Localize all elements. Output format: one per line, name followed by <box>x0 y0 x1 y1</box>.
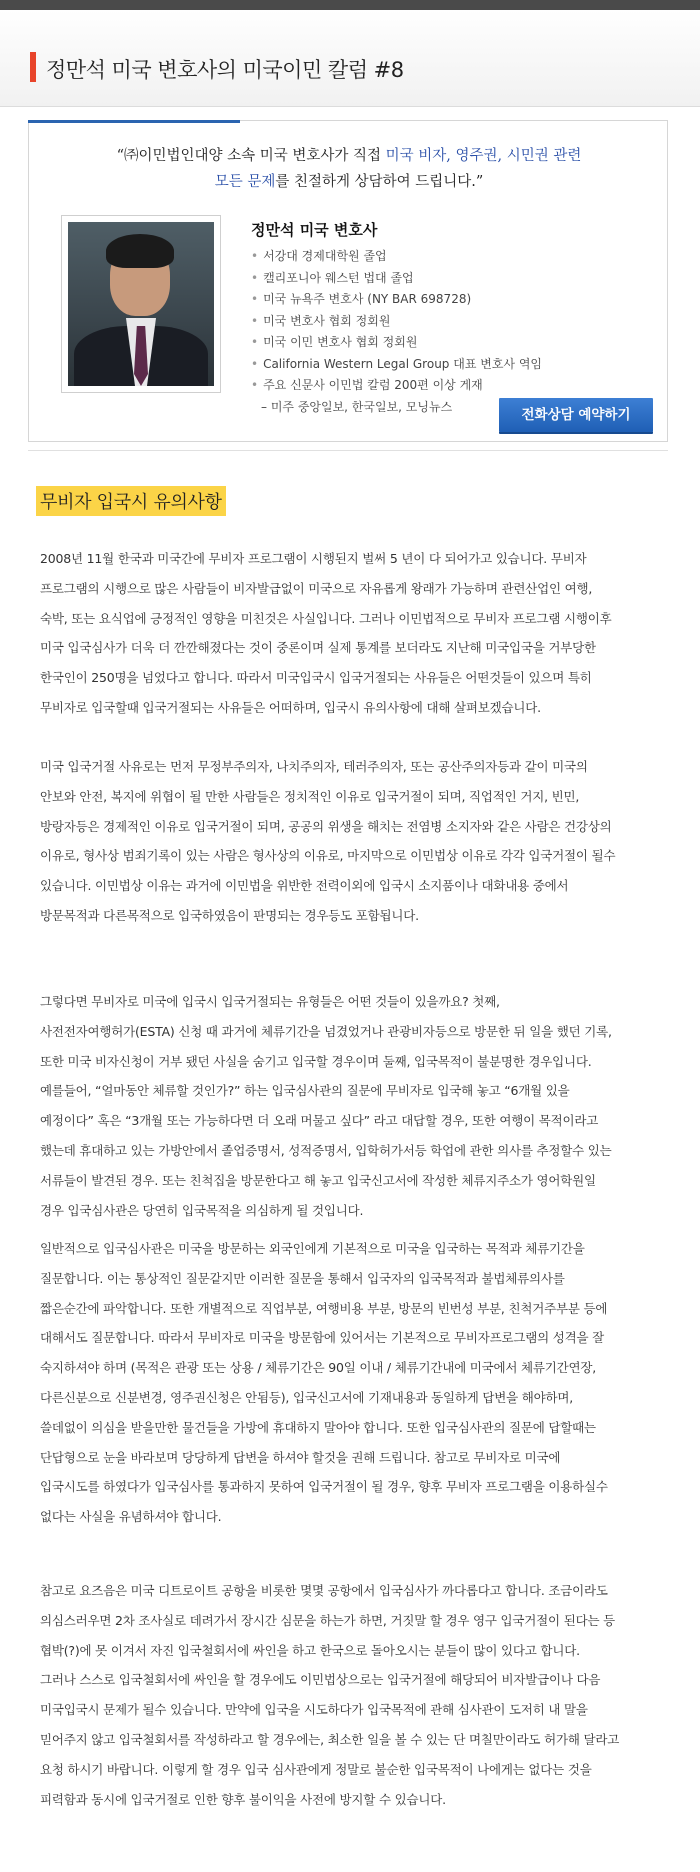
text-line: 일반적으로 입국심사관은 미국을 방문하는 외국인에게 기본적으로 미국을 입국하는 목적과 체류기간을 <box>40 1241 585 1256</box>
text-line: 경우 입국심사관은 당연히 입국목적을 의심하게 될 것입니다. <box>40 1202 364 1218</box>
text-line: 이유로, 형사상 범죄기록이 있는 사람은 형사상의 이유로, 마지막으로 이민법상 이유로 각각 입국거절이 될수 <box>40 848 616 864</box>
credential-sub-item: – 미주 중앙일보, 한국일보, 모닝뉴스 <box>261 399 453 414</box>
text-line: 미국 입국심사가 더욱 더 깐깐해졌다는 것이 중론이며 실제 통계를 보더라도 지난해 미국입국을 거부당한 <box>40 640 596 656</box>
credentials-list <box>251 246 542 397</box>
bullet-icon: • <box>251 378 259 392</box>
section-divider <box>28 450 668 451</box>
credential-item: • California Western Legal Group 대표 변호사 역임 <box>251 356 543 371</box>
bullet-icon: • <box>251 292 259 306</box>
bullet-icon: • <box>251 249 259 263</box>
text-line: 사전전자여행허가(ESTA) 신청 때 과거에 체류기간을 넘겼었거나 관광비자등으로 방문한 뒤 일을 했던 기록, <box>40 1023 612 1039</box>
text-line: 질문합니다. 이는 통상적인 질문같지만 이러한 질문을 통해서 입국자의 입국목적과 불법체류의사를 <box>40 1270 565 1286</box>
text-line: 의심스러우면 2차 조사실로 데려가서 장시간 심문을 하는가 하면, 거짓말 할 경우 영구 입국거절이 된다는 등 <box>40 1612 615 1628</box>
profile-quote <box>29 143 669 195</box>
article-paragraph-2 <box>40 752 662 931</box>
text-line: 서류들이 발견된 경우. 또는 친척집을 방문한다고 해 놓고 입국신고서에 작성한 체류지주소가 영어학원일 <box>40 1172 596 1188</box>
credential-item: • 미국 변호사 협회 정회원 <box>251 313 391 328</box>
text-line: 또한 미국 비자신청이 거부 됐던 사실을 숨기고 입국할 경우이며 둘째, 입국목적이 불분명한 경우입니다. <box>40 1053 592 1069</box>
profile-accent-line <box>28 120 240 123</box>
text-line: 미국 입국거절 사유로는 먼저 무정부주의자, 나치주의자, 테러주의자, 또는 공산주의자등과 같이 미국의 <box>40 759 588 774</box>
section-title: 무비자 입국시 유의사항 <box>36 486 226 516</box>
phone-consultation-button[interactable]: 전화상담 예약하기 <box>499 398 653 432</box>
text-line: 참고로 요즈음은 미국 디트로이트 공항을 비롯한 몇몇 공항에서 입국심사가 까다롭다고 합니다. 조금이라도 <box>40 1583 608 1598</box>
text-line: 방랑자등은 경제적인 이유로 입국거절이 되며, 공공의 위생을 해치는 전염병 소지자와 같은 사람은 건강상의 <box>40 818 612 834</box>
text-line: 숙지하셔야 하며 (목적은 관광 또는 상용 / 체류기간은 90일 이내 / 체류기간내에 미국에서 체류기간연장, <box>40 1360 597 1376</box>
text-line: 예정이다” 혹은 “3개월 또는 가능하다면 더 오래 머물고 싶다” 라고 대답할 경우, 또한 여행이 목적이라고 <box>40 1113 599 1129</box>
text-line: 피력함과 동시에 입국거절로 인한 향후 불이익을 사전에 방지할 수 있습니다. <box>40 1791 446 1807</box>
text-line: 쓸데없이 의심을 받을만한 물건들을 가방에 휴대하지 말아야 합니다. 또한 입국심사관의 질문에 답할때는 <box>40 1419 596 1435</box>
text-line: 한국인이 250명을 넘었다고 합니다. 따라서 미국입국시 입국거절되는 사유들은 어떤것들이 있으며 특히 <box>40 670 592 686</box>
title-accent-bar <box>30 52 36 82</box>
quote-line-1 <box>29 143 669 169</box>
top-bar <box>0 0 700 10</box>
text-line: 대해서도 질문합니다. 따라서 무비자로 미국을 방문함에 있어서는 기본적으로 무비자프로그램의 성격을 잘 <box>40 1330 605 1346</box>
text-line: 없다는 사실을 유념하셔야 합니다. <box>40 1509 222 1525</box>
text-line: 안보와 안전, 복지에 위협이 될 만한 사람들은 정치적인 이유로 입국거절이 되며, 직업적인 거지, 빈민, <box>40 788 580 804</box>
text-line: 있습니다. 이민법상 이유는 과거에 이민법을 위반한 전력이외에 입국시 소지품이나 대화내용 중에서 <box>40 878 569 894</box>
column-header <box>0 10 700 107</box>
text-line: 그러나 스스로 입국철회서에 싸인을 할 경우에도 이민법상으로는 입국거절에 해당되어 비자발급이나 다음 <box>40 1672 601 1688</box>
text-line: 단답형으로 눈을 바라보며 당당하게 답변을 하셔야 할것을 권해 드립니다. 참고로 무비자로 미국에 <box>40 1449 561 1465</box>
lawyer-name: 정만석 미국 변호사 <box>251 221 378 239</box>
text-line: 했는데 휴대하고 있는 가방안에서 졸업증명서, 성적증명서, 입학허가서등 학업에 관한 의사를 추정할수 있는 <box>40 1142 612 1158</box>
credential-item: • 미국 뉴욕주 변호사 (NY BAR 698728) <box>251 292 472 306</box>
credential-item: • 주요 신문사 이민법 칼럼 200편 이상 게재 <box>251 378 483 392</box>
bullet-icon: • <box>251 335 259 349</box>
quote-line-2 <box>29 169 669 195</box>
lawyer-profile-box <box>28 120 668 442</box>
text-line: 예를들어, “얼마동안 체류할 것인가?” 하는 입국심사관의 질문에 무비자로 입국해 놓고 “6개월 있을 <box>40 1083 570 1099</box>
text-line: 2008년 11월 한국과 미국간에 무비자 프로그램이 시행된지 벌써 5 년이 다 되어가고 있습니다. 무비자 <box>40 551 587 566</box>
bullet-icon: • <box>251 313 259 328</box>
bullet-icon: • <box>251 356 259 371</box>
article-paragraph-3 <box>40 987 662 1225</box>
portrait-image <box>68 222 214 386</box>
credential-item: • 미국 이민 변호사 협회 정회원 <box>251 335 418 349</box>
text-line: 프로그램의 시행으로 많은 사람들이 비자발급없이 미국으로 자유롭게 왕래가 가능하며 관련산업인 여행, <box>40 580 593 596</box>
text-line: 협박(?)에 못 이겨서 자진 입국철회서에 싸인을 하고 한국으로 돌아오시는 분들이 많이 있다고 합니다. <box>40 1642 580 1658</box>
article-paragraph-4 <box>40 1234 662 1532</box>
text-line: 숙박, 또는 요식업에 긍정적인 영향을 미친것은 사실입니다. 그러나 이민법적으로 무비자 프로그램 시행이후 <box>40 610 612 626</box>
quote-line-2-highlight: 모든 문제 <box>214 174 276 190</box>
article-paragraph-5 <box>40 1576 662 1814</box>
text-line: 무비자로 입국할때 입국거절되는 사유들은 어떠하며, 입국시 유의사항에 대해 살펴보겠습니다. <box>40 699 541 715</box>
text-line: 방문목적과 다른목적으로 입국하였음이 판명되는 경우등도 포함됩니다. <box>40 907 419 923</box>
text-line: 다른신분으로 신분변경, 영주권신청은 안됨등), 입국신고서에 기재내용과 동일하게 답변을 해야하며, <box>40 1389 574 1405</box>
lawyer-photo <box>61 215 221 393</box>
credential-item: • 캘리포니아 웨스턴 법대 졸업 <box>251 270 414 285</box>
text-line: 미국입국시 문제가 될수 있습니다. 만약에 입국을 시도하다가 입국목적에 관해 심사관이 도저히 내 말을 <box>40 1702 588 1718</box>
text-line: 그렇다면 무비자로 미국에 입국시 입국거절되는 유형들은 어떤 것들이 있을까요? 첫째, <box>40 994 500 1009</box>
bullet-icon: • <box>251 270 259 285</box>
quote-line-1-highlight: 미국 비자, 영주권, 시민권 관련 <box>385 148 582 164</box>
text-line: 입국시도를 하였다가 입국심사를 통과하지 못하여 입국거절이 될 경우, 향후 무비자 프로그램을 이용하실수 <box>40 1479 608 1495</box>
quote-line-2-suffix: 를 친절하게 상담하여 드립니다.” <box>275 174 484 190</box>
quote-line-1-prefix: “㈜이민법인대양 소속 미국 변호사가 직접 <box>116 148 386 164</box>
page-title: 정만석 미국 변호사의 미국이민 칼럼 #8 <box>46 58 404 82</box>
text-line: 요청 하시기 바랍니다. 이렇게 할 경우 입국 심사관에게 정말로 불순한 입국목적이 나에게는 없다는 것을 <box>40 1761 592 1777</box>
text-line: 믿어주지 않고 입국철회서를 작성하라고 할 경우에는, 최소한 일을 볼 수 있는 단 며칠만이라도 허가해 달라고 <box>40 1731 620 1747</box>
lawyer-info <box>251 219 542 418</box>
article-paragraph-1 <box>40 544 662 723</box>
text-line: 짧은순간에 파악합니다. 또한 개별적으로 직업부분, 여행비용 부분, 방문의 빈번성 부분, 친척거주부분 등에 <box>40 1300 608 1316</box>
credential-item: • 서강대 경제대학원 졸업 <box>251 249 387 263</box>
